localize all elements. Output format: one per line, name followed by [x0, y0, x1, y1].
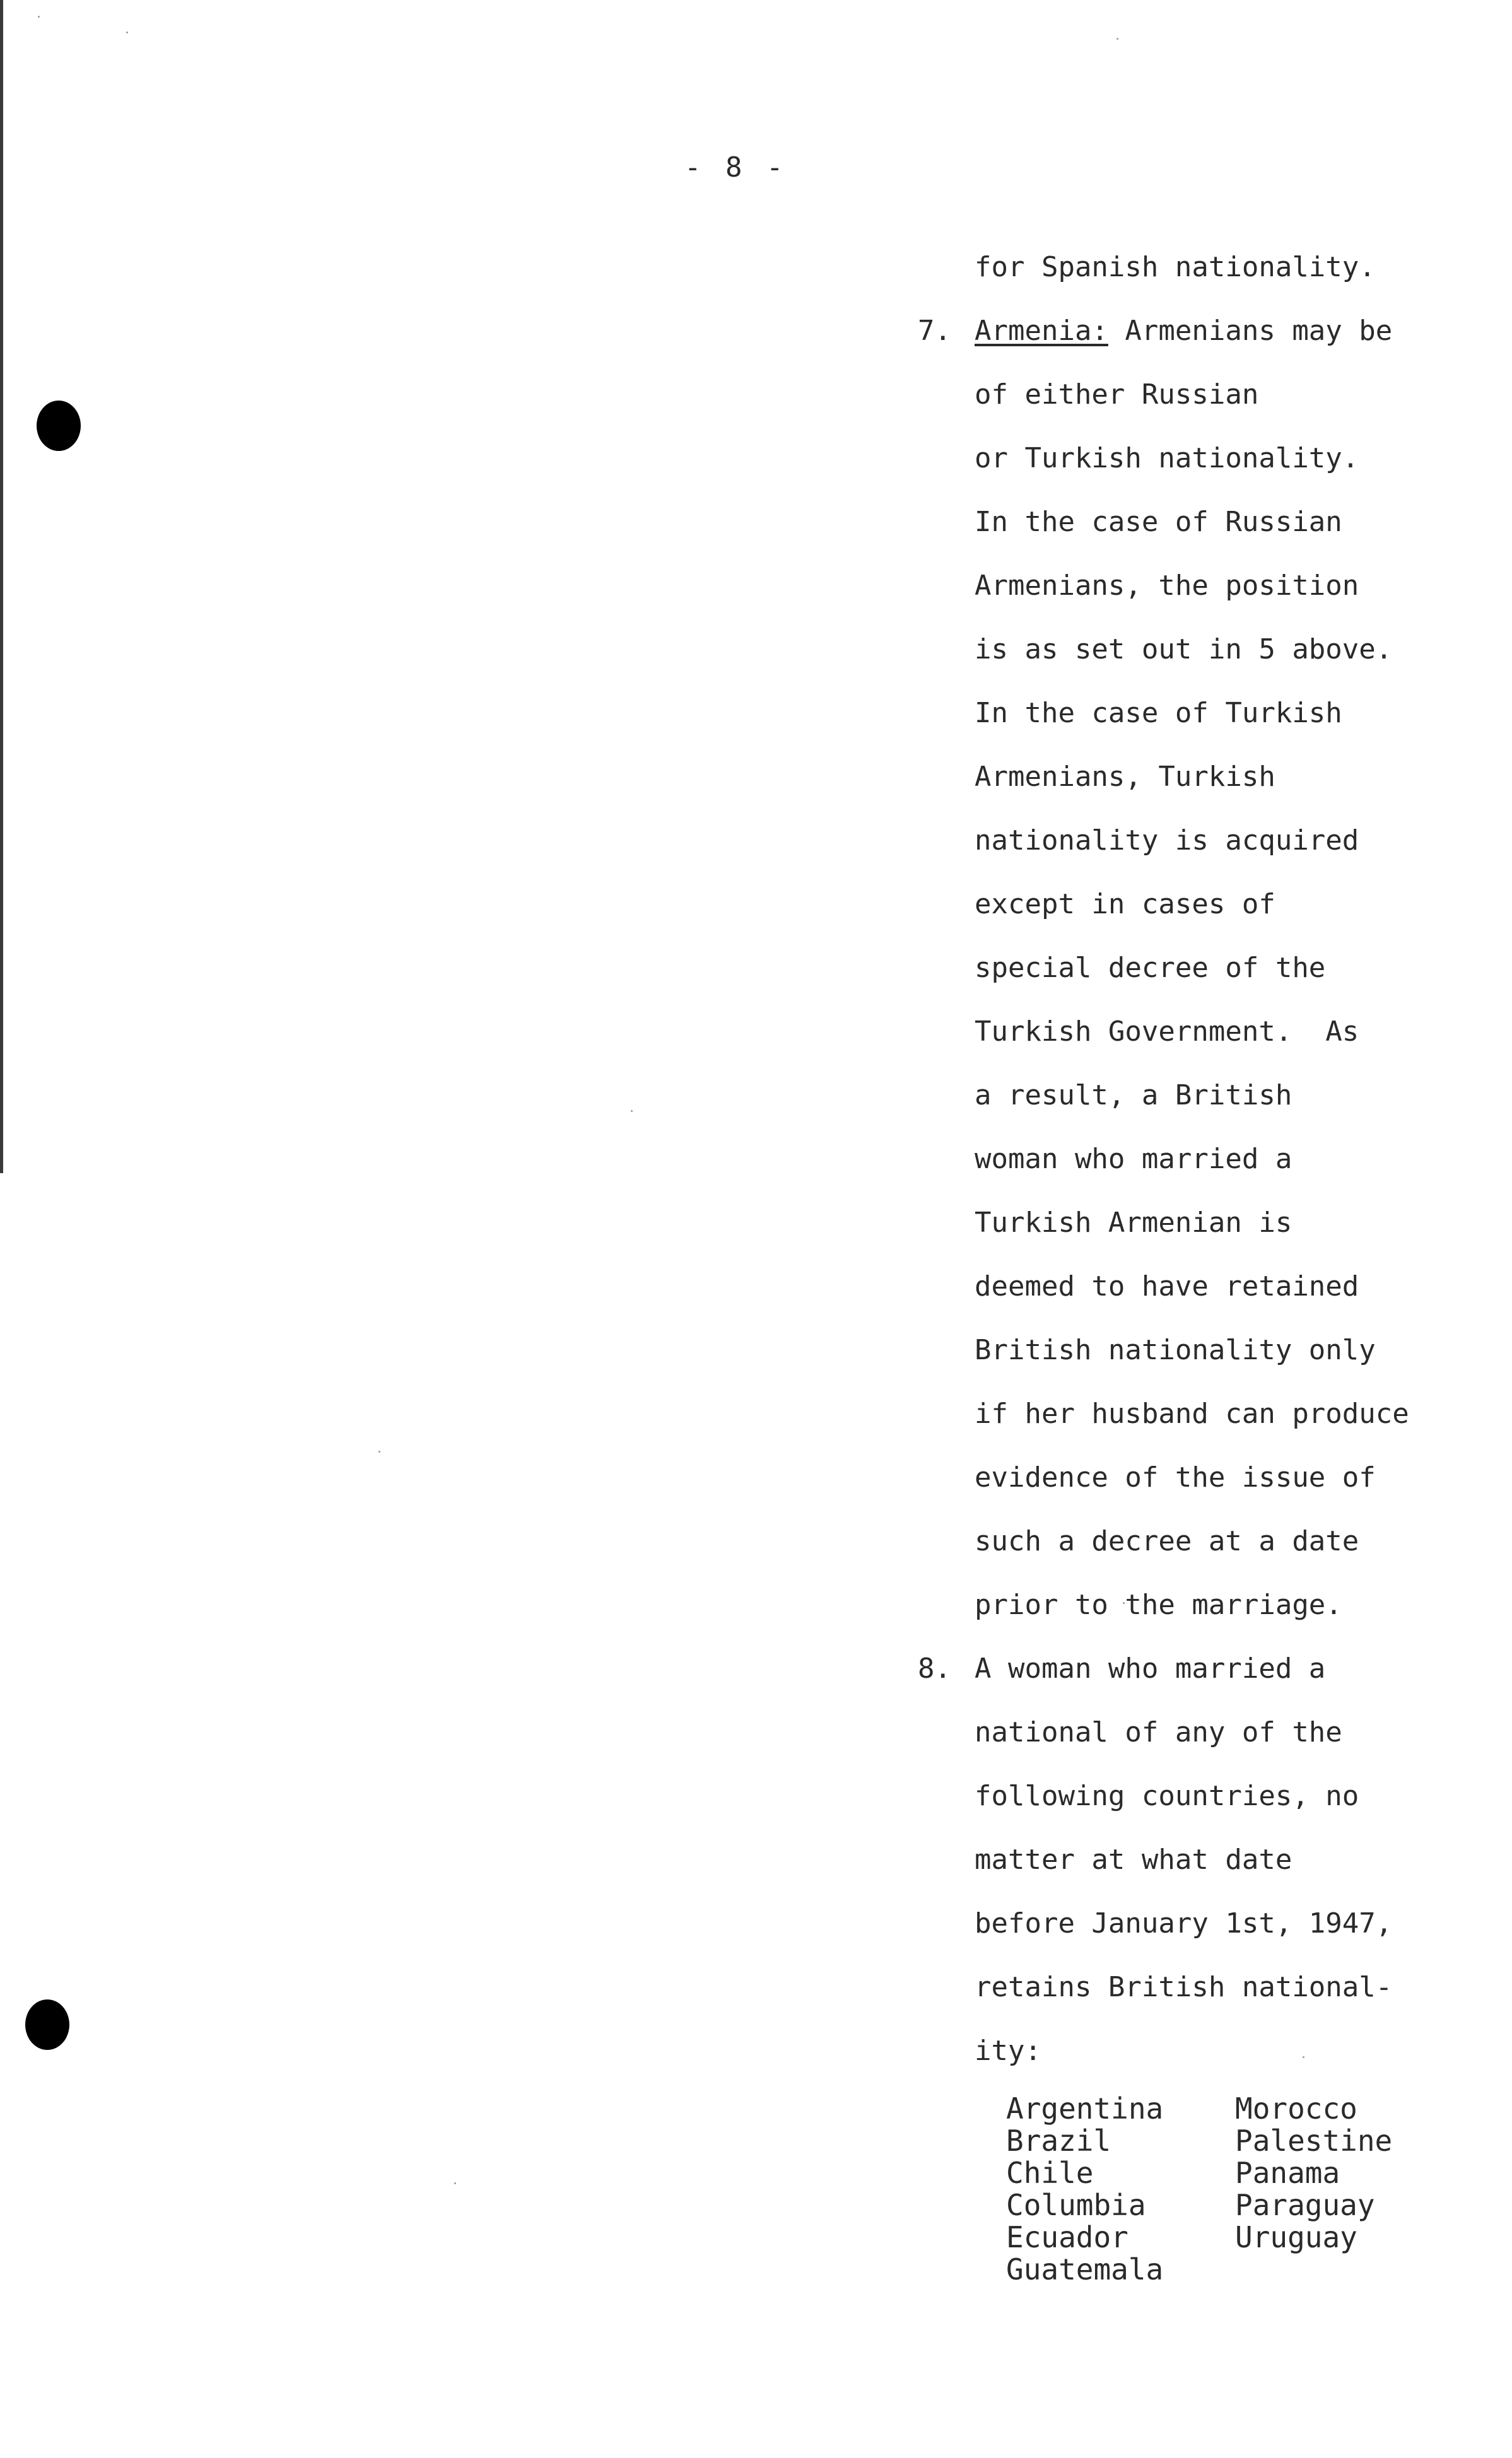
country-name: Uruguay — [1235, 2220, 1357, 2254]
country-name: Paraguay — [1235, 2188, 1375, 2222]
item-7-line: In the case of Turkish — [975, 697, 1342, 729]
paper-speck — [38, 16, 40, 18]
item-7-line: such a decree at a date — [975, 1525, 1359, 1557]
paper-speck — [126, 32, 128, 33]
item-7-line: except in cases of — [975, 888, 1275, 920]
item-8-line: A woman who married a — [975, 1653, 1326, 1685]
item-7-line: Armenians, Turkish — [975, 761, 1275, 793]
paper-speck — [378, 1451, 380, 1453]
country-name: Chile — [1006, 2156, 1094, 2190]
item-8-line: matter at what date — [975, 1844, 1292, 1876]
page-number: - 8 - — [684, 151, 787, 184]
body-line: for Spanish nationality. — [975, 251, 1376, 283]
item-7-line: Turkish Armenian is — [975, 1207, 1292, 1239]
item-7-line: prior to the marriage. — [975, 1589, 1342, 1621]
country-name: Morocco — [1235, 2092, 1357, 2126]
item-7-line: is as set out in 5 above. — [975, 633, 1393, 665]
item-7-line: of either Russian — [975, 378, 1259, 411]
item-7-line: Turkish Government. As — [975, 1015, 1359, 1048]
item-8-line: retains British national- — [975, 1971, 1393, 2003]
item-8-line: national of any of the — [975, 1716, 1342, 1748]
item-8-line: following countries, no — [975, 1780, 1359, 1812]
country-name: Columbia — [1006, 2188, 1146, 2222]
item-7-heading-line — [975, 317, 1392, 345]
paper-speck — [631, 1110, 633, 1112]
item-7-line: British nationality only — [975, 1334, 1376, 1366]
paper-speck — [1303, 2056, 1304, 2058]
punch-hole-top — [37, 401, 81, 451]
item-7-line: woman who married a — [975, 1143, 1292, 1175]
page-edge-rule — [0, 0, 3, 1173]
item-number-7: 7. — [918, 315, 951, 347]
country-name: Brazil — [1006, 2124, 1111, 2158]
item-8-line: before January 1st, 1947, — [975, 1907, 1393, 1940]
country-name: Ecuador — [1006, 2220, 1128, 2254]
item-number-8: 8. — [918, 1653, 951, 1685]
item-7-first-line-rest: Armenians may be — [1108, 315, 1393, 347]
country-name: Guatemala — [1006, 2252, 1164, 2286]
country-name: Panama — [1235, 2156, 1340, 2190]
country-list-right — [1235, 2093, 1392, 2254]
item-7-line: or Turkish nationality. — [975, 442, 1359, 474]
item-7-line: nationality is acquired — [975, 824, 1359, 857]
item-7-line: Armenians, the position — [975, 570, 1359, 602]
country-list-left — [1006, 2093, 1163, 2286]
item-7-line: special decree of the — [975, 952, 1326, 984]
item-7-line: evidence of the issue of — [975, 1461, 1376, 1494]
country-name: Argentina — [1006, 2092, 1164, 2126]
item-7-line: deemed to have retained — [975, 1270, 1359, 1302]
item-7-line: a result, a British — [975, 1079, 1292, 1111]
item-7-line: In the case of Russian — [975, 506, 1342, 538]
punch-hole-bottom — [25, 1999, 69, 2050]
item-8-line: ity: — [975, 2035, 1041, 2067]
country-name: Palestine — [1235, 2124, 1393, 2158]
item-7-line: if her husband can produce — [975, 1398, 1409, 1430]
paper-speck — [454, 2182, 456, 2184]
item-7-heading: Armenia: — [975, 315, 1108, 347]
paper-speck — [1116, 38, 1118, 40]
